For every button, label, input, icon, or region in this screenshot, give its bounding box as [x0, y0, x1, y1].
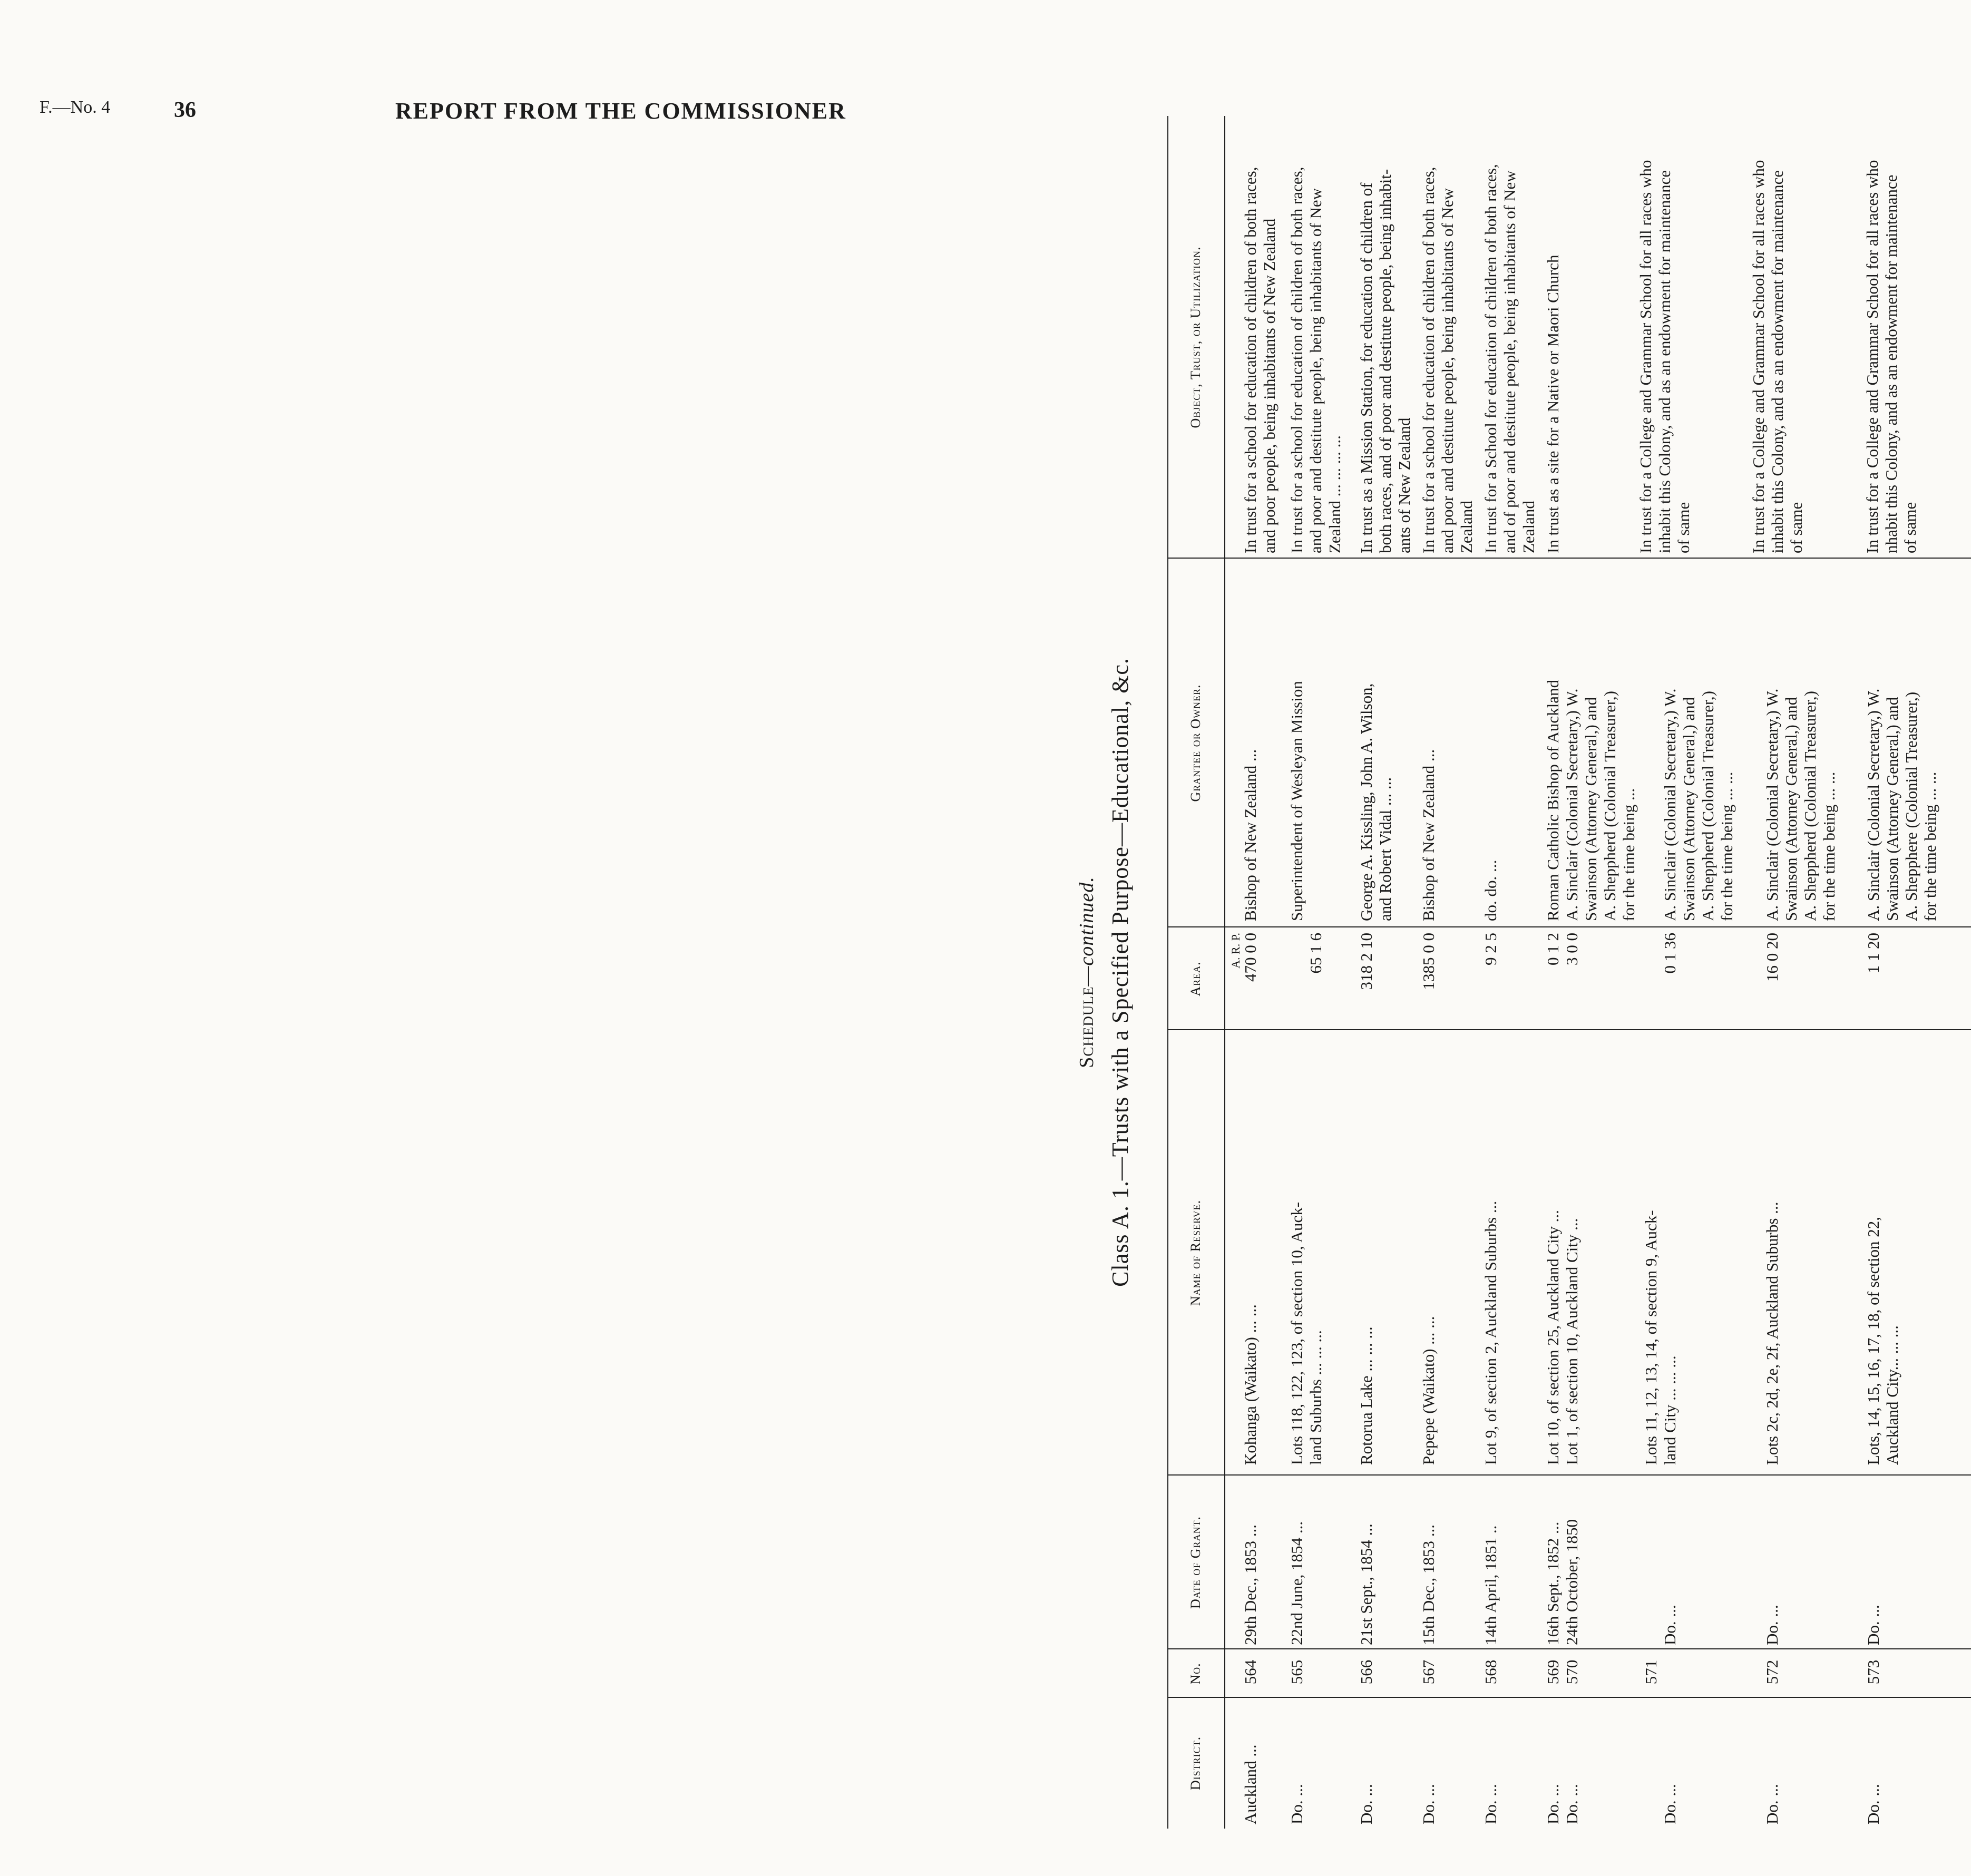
column-header-grantee: Grantee or Owner.: [1188, 684, 1203, 802]
column-divider: [1167, 1029, 1971, 1030]
column-header-object: Object, Trust, or Utilization.: [1188, 246, 1203, 428]
row-area: 65 1 6: [1306, 933, 1325, 974]
row-date: 21st Sept., 1854 ...: [1357, 1523, 1375, 1645]
row-district: Auckland ...: [1241, 1744, 1260, 1824]
row-reserve-name: Lots 2c, 2d, 2e, 2f, Auckland Suburbs ...: [1763, 1201, 1781, 1465]
column-divider: [1167, 558, 1971, 559]
row-object: In trust for a School for education of children of both races, and of poor and destitute people, being inhabitants of New Zealand: [1481, 164, 1538, 553]
row-number: 569 570: [1544, 1659, 1581, 1685]
row-date: 14th April, 1851 ..: [1481, 1525, 1500, 1645]
row-reserve-name: Kohanga (Waikato) ... ...: [1241, 1304, 1260, 1465]
column-header-district: District.: [1188, 1736, 1203, 1791]
row-grantee: George A. Kissling, John A. Wilson, and Robert Vidal ... ...: [1357, 683, 1394, 921]
row-object: In trust as a site for a Native or Maori Church: [1544, 255, 1562, 553]
row-object: In trust as a Mission Station, for education of children of both races, and of poor and destitute people, being inhabit- ants of New Zealand: [1357, 169, 1413, 553]
row-area: 318 2 10: [1357, 933, 1375, 990]
row-area: 9 2 5: [1481, 933, 1500, 965]
page-number: 36: [174, 98, 196, 122]
row-area: 470 0 0: [1241, 933, 1260, 982]
row-number: 572: [1763, 1659, 1781, 1685]
row-district: Do. ...: [1419, 1784, 1438, 1824]
row-object: In trust for a school for education of children of both races, and poor and destitute people, being inhabitants of New Zealand: [1419, 167, 1476, 553]
row-date: Do. ...: [1763, 1605, 1781, 1645]
row-district: Do. ...: [1287, 1784, 1306, 1824]
page-title: REPORT FROM THE COMMISSIONER: [395, 98, 846, 124]
row-object: In trust for a College and Grammar School for all races who inhabit this Colony, and as an endowment for maintenance of same: [1636, 160, 1693, 553]
row-number: 573: [1864, 1659, 1882, 1685]
schedule-continued: continued.: [1076, 876, 1098, 966]
column-header-no: No.: [1188, 1663, 1203, 1685]
schedule-table: [1167, 116, 1971, 1829]
row-date: 29th Dec., 1853 ...: [1241, 1524, 1260, 1645]
row-district: Do. ...: [1357, 1784, 1375, 1824]
class-caption: Class A. 1.—Trusts with a Specified Purpose—Educational, &c.: [1107, 658, 1133, 1287]
row-district: Do. ...: [1661, 1784, 1679, 1824]
row-reserve-name: Lots, 14, 15, 16, 17, 18, of section 22, Auckland City... ... ...: [1864, 1217, 1901, 1465]
row-grantee: A. Sinclair (Colonial Secretary,) W. Swainson (Attorney General,) and A. Shepphere (Colonial Treasurer,) for the time being ... ...: [1864, 688, 1939, 921]
row-reserve-name: Pepepe (Waikato) ... ...: [1419, 1316, 1438, 1465]
row-number: 564: [1241, 1659, 1260, 1685]
row-number: 565: [1287, 1659, 1306, 1685]
column-header-name: Name of Reserve.: [1188, 1199, 1203, 1306]
row-number: 566: [1357, 1659, 1375, 1685]
area-units: A. R. P.: [1229, 933, 1242, 969]
schedule-label: Schedule—: [1076, 965, 1098, 1068]
row-number: 568: [1481, 1659, 1500, 1685]
row-area: 16 0 20: [1763, 933, 1781, 982]
schedule-caption: [1075, 116, 1098, 1829]
row-date: 16th Sept., 1852 ... 24th October, 1850: [1544, 1519, 1581, 1645]
rotated-schedule-page: [1075, 116, 1971, 1829]
row-district: Do. ...: [1864, 1784, 1882, 1824]
row-object: In trust for a College and Grammar School for all races who inhabit this Colony, and as an endowment for maintenance of same: [1749, 160, 1806, 553]
row-grantee: Bishop of New Zealand ...: [1419, 749, 1438, 921]
row-district: Do. ...: [1481, 1784, 1500, 1824]
row-reserve-name: Lot 9, of section 2, Auckland Suburbs ...: [1481, 1200, 1500, 1465]
row-district: Do. ...: [1763, 1784, 1781, 1824]
row-reserve-name: Lots 118, 122, 123, of section 10, Auck- land Suburbs ... ... ...: [1287, 1201, 1325, 1465]
column-divider: [1167, 1697, 1971, 1698]
column-header-date: Date of Grant.: [1188, 1516, 1203, 1609]
row-date: 22nd June, 1854 ...: [1287, 1521, 1306, 1645]
row-grantee: Roman Catholic Bishop of Auckland A. Sinclair (Colonial Secretary,) W. Swainson (Attorney General,) and A. Sheppherd (Colonial Treasurer,) for the time being ...: [1544, 679, 1638, 921]
row-area: 1 1 20: [1864, 933, 1882, 974]
row-grantee: A. Sinclair (Colonial Secretary,) W. Swainson (Attorney General,) and A. Sheppherd (Colonial Treasurer,) for the time being ... ...: [1763, 688, 1838, 921]
row-grantee: Superintendent of Wesleyan Mission: [1287, 681, 1306, 921]
row-object: In trust for a school for education of children of both races, and poor and destitute people, being inhabitants of New Zealand ... ... ... ...: [1287, 167, 1344, 553]
row-date: Do. ...: [1661, 1605, 1679, 1645]
column-divider: [1167, 1474, 1971, 1476]
column-header-area: Area.: [1188, 961, 1203, 996]
row-reserve-name: Rotorua Lake ... ... ...: [1357, 1326, 1375, 1465]
row-district: Do. ... Do. ...: [1544, 1784, 1581, 1824]
row-area: 0 1 2 3 0 0: [1544, 933, 1581, 965]
row-date: 15th Dec., 1853 ...: [1419, 1524, 1438, 1645]
column-divider: [1167, 1648, 1971, 1649]
row-grantee: Bishop of New Zealand ...: [1241, 749, 1260, 921]
column-divider: [1167, 926, 1971, 927]
row-grantee: do. do. ...: [1481, 859, 1500, 921]
row-date: Do. ...: [1864, 1605, 1882, 1645]
row-object: In trust for a College and Grammar School for all races who nhabit this Colony, and as an endowment for maintenance of same: [1863, 160, 1919, 553]
row-grantee: A. Sinclair (Colonial Secretary,) W. Swainson (Attorney General,) and A. Sheppherd (Colonial Treasurer,) for the time being ... ...: [1661, 688, 1736, 921]
row-object: In trust for a school for education of children of both races, and poor people, being inhabitants of New Zealand: [1241, 167, 1279, 553]
row-number: 571: [1642, 1659, 1660, 1685]
header-bottom-rule: [1224, 116, 1225, 1829]
row-reserve-name: Lot 10, of section 25, Auckland City ... Lot 1, of section 10, Auckland City ...: [1544, 1210, 1581, 1465]
row-area: 1385 0 0: [1419, 933, 1438, 990]
row-reserve-name: Lots 11, 12, 13, 14, of section 9, Auck- land City ... ... ...: [1642, 1210, 1679, 1465]
document-reference: F.—No. 4: [40, 97, 111, 117]
row-number: 567: [1419, 1659, 1438, 1685]
row-area: 0 1 36: [1661, 933, 1679, 974]
